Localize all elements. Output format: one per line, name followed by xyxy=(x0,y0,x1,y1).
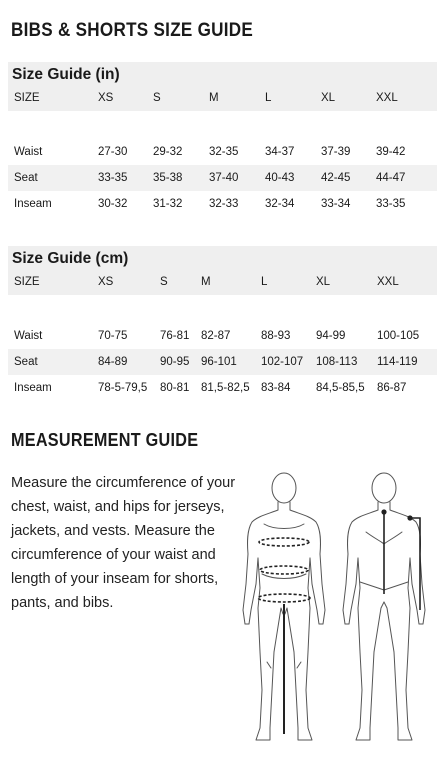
table-header xyxy=(8,62,437,111)
row-label: Seat xyxy=(14,356,38,368)
size-header-l: L xyxy=(265,92,272,104)
cell: 37-40 xyxy=(209,172,239,184)
size-header-m: M xyxy=(209,92,219,104)
cell: 94-99 xyxy=(316,330,346,342)
cell: 83-84 xyxy=(261,382,291,394)
cell: 80-81 xyxy=(160,382,190,394)
cell: 34-37 xyxy=(265,146,295,158)
cell: 30-32 xyxy=(98,198,128,210)
size-header-xl: XL xyxy=(316,276,331,288)
cell: 40-43 xyxy=(265,172,295,184)
row-label: Inseam xyxy=(14,382,52,394)
cell: 86-87 xyxy=(377,382,407,394)
size-header-xxl: XXL xyxy=(376,92,398,104)
size-header-xxl: XXL xyxy=(377,276,399,288)
cell: 42-45 xyxy=(321,172,351,184)
measurement-guide-text: Measure the circumference of your chest, waist, and hips for jerseys, jackets, and vests. Measure the circumference of your waist and length of your inseam for shorts, pants, and bibs. xyxy=(11,475,236,611)
size-table-cm xyxy=(8,246,437,401)
table-row xyxy=(8,323,437,349)
measure-lines-front xyxy=(258,538,310,734)
cell: 78-5-79,5 xyxy=(98,382,148,394)
size-header-label: SIZE xyxy=(14,92,40,104)
cell: 39-42 xyxy=(376,146,406,158)
table-row xyxy=(8,165,437,191)
size-header-xs: XS xyxy=(98,92,114,104)
cell: 70-75 xyxy=(98,330,128,342)
cell: 32-34 xyxy=(265,198,295,210)
cell: 90-95 xyxy=(160,356,190,368)
cell: 114-119 xyxy=(377,356,418,368)
cell: 31-32 xyxy=(153,198,183,210)
table-row xyxy=(8,349,437,375)
cell: 102-107 xyxy=(261,356,304,368)
size-header-xs: XS xyxy=(98,276,114,288)
table-title: Size Guide (cm) xyxy=(12,250,129,267)
size-header-row xyxy=(8,85,437,111)
row-label: Waist xyxy=(14,330,43,342)
size-header-s: S xyxy=(153,92,161,104)
row-label: Inseam xyxy=(14,198,52,210)
size-header-label: SIZE xyxy=(14,276,40,288)
cell: 29-32 xyxy=(153,146,183,158)
cell: 81,5-82,5 xyxy=(201,382,250,394)
table-header xyxy=(8,246,437,295)
cell: 76-81 xyxy=(160,330,190,342)
cell: 84,5-85,5 xyxy=(316,382,365,394)
cell: 88-93 xyxy=(261,330,291,342)
row-label: Seat xyxy=(14,172,38,184)
row-label: Waist xyxy=(14,146,43,158)
cell: 32-33 xyxy=(209,198,239,210)
page-title: BIBS & SHORTS SIZE GUIDE xyxy=(11,20,254,41)
cell: 96-101 xyxy=(201,356,237,368)
cell: 84-89 xyxy=(98,356,128,368)
cell: 33-35 xyxy=(376,198,406,210)
table-row xyxy=(8,375,437,401)
cell: 108-113 xyxy=(316,356,358,368)
cell: 33-34 xyxy=(321,198,351,210)
cell: 27-30 xyxy=(98,146,128,158)
size-header-m: M xyxy=(201,276,211,288)
cell: 37-39 xyxy=(321,146,351,158)
size-header-row xyxy=(8,269,437,295)
table-row xyxy=(8,139,437,165)
cell: 32-35 xyxy=(209,146,239,158)
size-table-inches xyxy=(8,62,437,217)
cell: 35-38 xyxy=(153,172,183,184)
cell: 33-35 xyxy=(98,172,128,184)
size-header-s: S xyxy=(160,276,168,288)
measurement-guide-title: MEASUREMENT GUIDE xyxy=(11,430,199,450)
measurement-illustration xyxy=(234,462,439,760)
cell: 82-87 xyxy=(201,330,231,342)
table-row xyxy=(8,191,437,217)
size-header-l: L xyxy=(261,276,268,288)
size-header-xl: XL xyxy=(321,92,336,104)
table-title: Size Guide (in) xyxy=(12,66,120,83)
cell: 44-47 xyxy=(376,172,406,184)
cell: 100-105 xyxy=(377,330,420,342)
